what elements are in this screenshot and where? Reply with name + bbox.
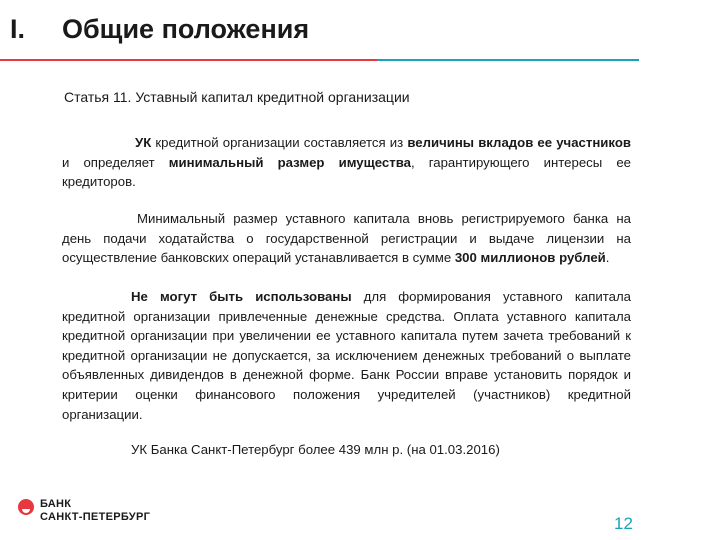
bank-logo-line1: БАНК xyxy=(40,498,72,510)
bank-logo-line2: САНКТ-ПЕТЕРБУРГ xyxy=(40,511,151,523)
article-title: Статья 11. Уставный капитал кредитной организации xyxy=(64,89,410,105)
page-title xyxy=(10,14,309,45)
title-underline-teal xyxy=(377,59,639,61)
page-number: 12 xyxy=(614,514,633,533)
paragraph-bank-capital: УК Банка Санкт-Петербург более 439 млн р. (на 01.03.2016) xyxy=(131,442,500,457)
title-underline-red xyxy=(0,59,377,61)
paragraph-minimum-capital: Минимальный размер уставного капитала вновь регистрируемого банка на день подачи ходатайства о государственной регистрации и выдаче лицензии на осуществление банковских операций устанавливается в сумме 300 миллионов рублей. xyxy=(62,211,631,266)
bank-logo-icon xyxy=(18,499,34,515)
bank-logo xyxy=(18,498,158,528)
section-number: I. xyxy=(10,14,26,44)
paragraph-not-usable: Не могут быть использованы для формирования уставного капитала кредитной организации привлеченные денежные средства. Оплата уставного капитала кредитной организации при увеличении ее уставного капитала путем зачета требований к кредитной организации не допускается, за исключением денежных требований о выплате объявленных дивидендов в денежной форме. Банк России вправе установить порядок и критерии оценки финансового положения учредителей (участников) кредитной организации. xyxy=(62,289,631,422)
paragraph-charter-capital: УК кредитной организации составляется из величины вкладов ее участников и определяет минимальный размер имущества, гарантирующего интересы ее кредиторов. xyxy=(62,135,631,190)
section-title: Общие положения xyxy=(62,14,310,44)
